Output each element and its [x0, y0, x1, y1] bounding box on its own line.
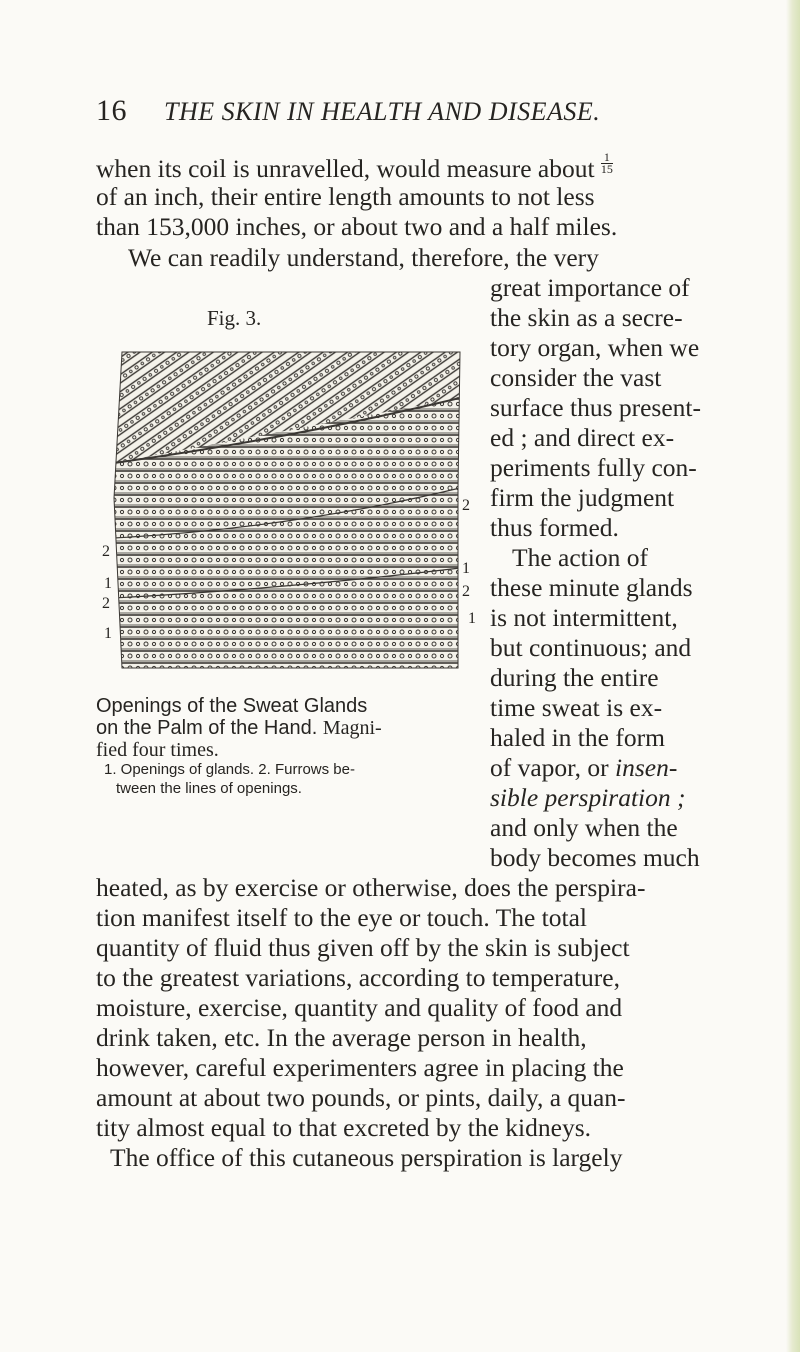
right-column-line: surface thus present-: [490, 393, 701, 422]
right-column-line: the skin as a secre-: [490, 303, 683, 332]
right-column-line: great importance of: [490, 273, 690, 302]
page-edge: [786, 0, 800, 1352]
marker-1: 1: [468, 610, 476, 627]
right-column-line: consider the vast: [490, 363, 662, 392]
legend-line: 1. Openings of glands. 2. Furrows be-: [104, 761, 355, 778]
fraction: [601, 152, 613, 175]
right-column-line: body becomes much: [490, 843, 700, 872]
marker-1: 1: [462, 560, 470, 577]
figure-caption: [96, 695, 476, 761]
figure-legend: [104, 760, 474, 798]
right-column-line: firm the judgment: [490, 483, 675, 512]
sweat-gland-figure: [94, 338, 486, 678]
right-column-line: The action of: [512, 543, 648, 572]
caption-line: on the Palm of the Hand. Magni-: [96, 717, 382, 739]
text-line: of an inch, their entire length amounts to not less: [96, 182, 595, 211]
marker-1: 1: [104, 625, 112, 642]
text-line: tity almost equal to that excreted by the kidneys.: [96, 1113, 591, 1142]
page-number: 16: [96, 94, 127, 127]
italic-term: insen-: [615, 753, 678, 782]
marker-2: 2: [102, 595, 110, 612]
marker-2: 2: [462, 583, 470, 600]
right-column-line: time sweat is ex-: [490, 693, 663, 722]
right-column-line: of vapor, or insen-: [490, 753, 678, 782]
text-line: heated, as by exercise or otherwise, does the perspira-: [96, 873, 646, 902]
right-column-line: these minute glands: [490, 573, 693, 602]
text-line: to the greatest variations, according to temperature,: [96, 963, 620, 992]
right-column-line: but continuous; and: [490, 633, 692, 662]
text-line: however, careful experimenters agree in placing the: [96, 1053, 624, 1082]
marker-2: 2: [462, 497, 470, 514]
fraction-denominator: 15: [600, 162, 613, 176]
text-line: drink taken, etc. In the average person in health,: [96, 1023, 587, 1052]
text-line: The office of this cutaneous perspiration is largely: [110, 1143, 623, 1172]
running-header: [96, 94, 756, 128]
running-title: THE SKIN IN HEALTH AND DISEASE.: [164, 97, 601, 126]
text-line: tion manifest itself to the eye or touch. The total: [96, 903, 587, 932]
right-column-line: haled in the form: [490, 723, 665, 752]
figure-label: Fig. 3.: [207, 306, 262, 330]
fraction-numerator: 1: [603, 150, 610, 164]
text-line: We can readily understand, therefore, the very: [128, 243, 599, 272]
legend-line: tween the lines of openings.: [116, 780, 302, 797]
right-column-line: thus formed.: [490, 513, 619, 542]
marker-1: 1: [104, 575, 112, 592]
right-column-line: tory organ, when we: [490, 333, 700, 362]
text-line: moisture, exercise, quantity and quality of food and: [96, 993, 623, 1022]
text-line: when its coil is unravelled, would measure about $\frac{1}{15}$: [96, 150, 613, 183]
right-column-line: ed ; and direct ex-: [490, 423, 675, 452]
right-column-line: is not intermittent,: [490, 603, 678, 632]
caption-line: Openings of the Sweat Glands: [96, 695, 368, 717]
right-column-line: and only when the: [490, 813, 678, 842]
marker-2: 2: [102, 543, 110, 560]
text-line: quantity of fluid thus given off by the skin is subject: [96, 933, 630, 962]
text-line: than 153,000 inches, or about two and a half miles.: [96, 212, 618, 241]
caption-line: fied four times.: [96, 739, 219, 761]
right-column-line: sible perspiration ;: [490, 783, 686, 812]
right-column-line: during the entire: [490, 663, 659, 692]
right-column-line: periments fully con-: [490, 453, 697, 482]
text-line: amount at about two pounds, or pints, daily, a quan-: [96, 1083, 626, 1112]
